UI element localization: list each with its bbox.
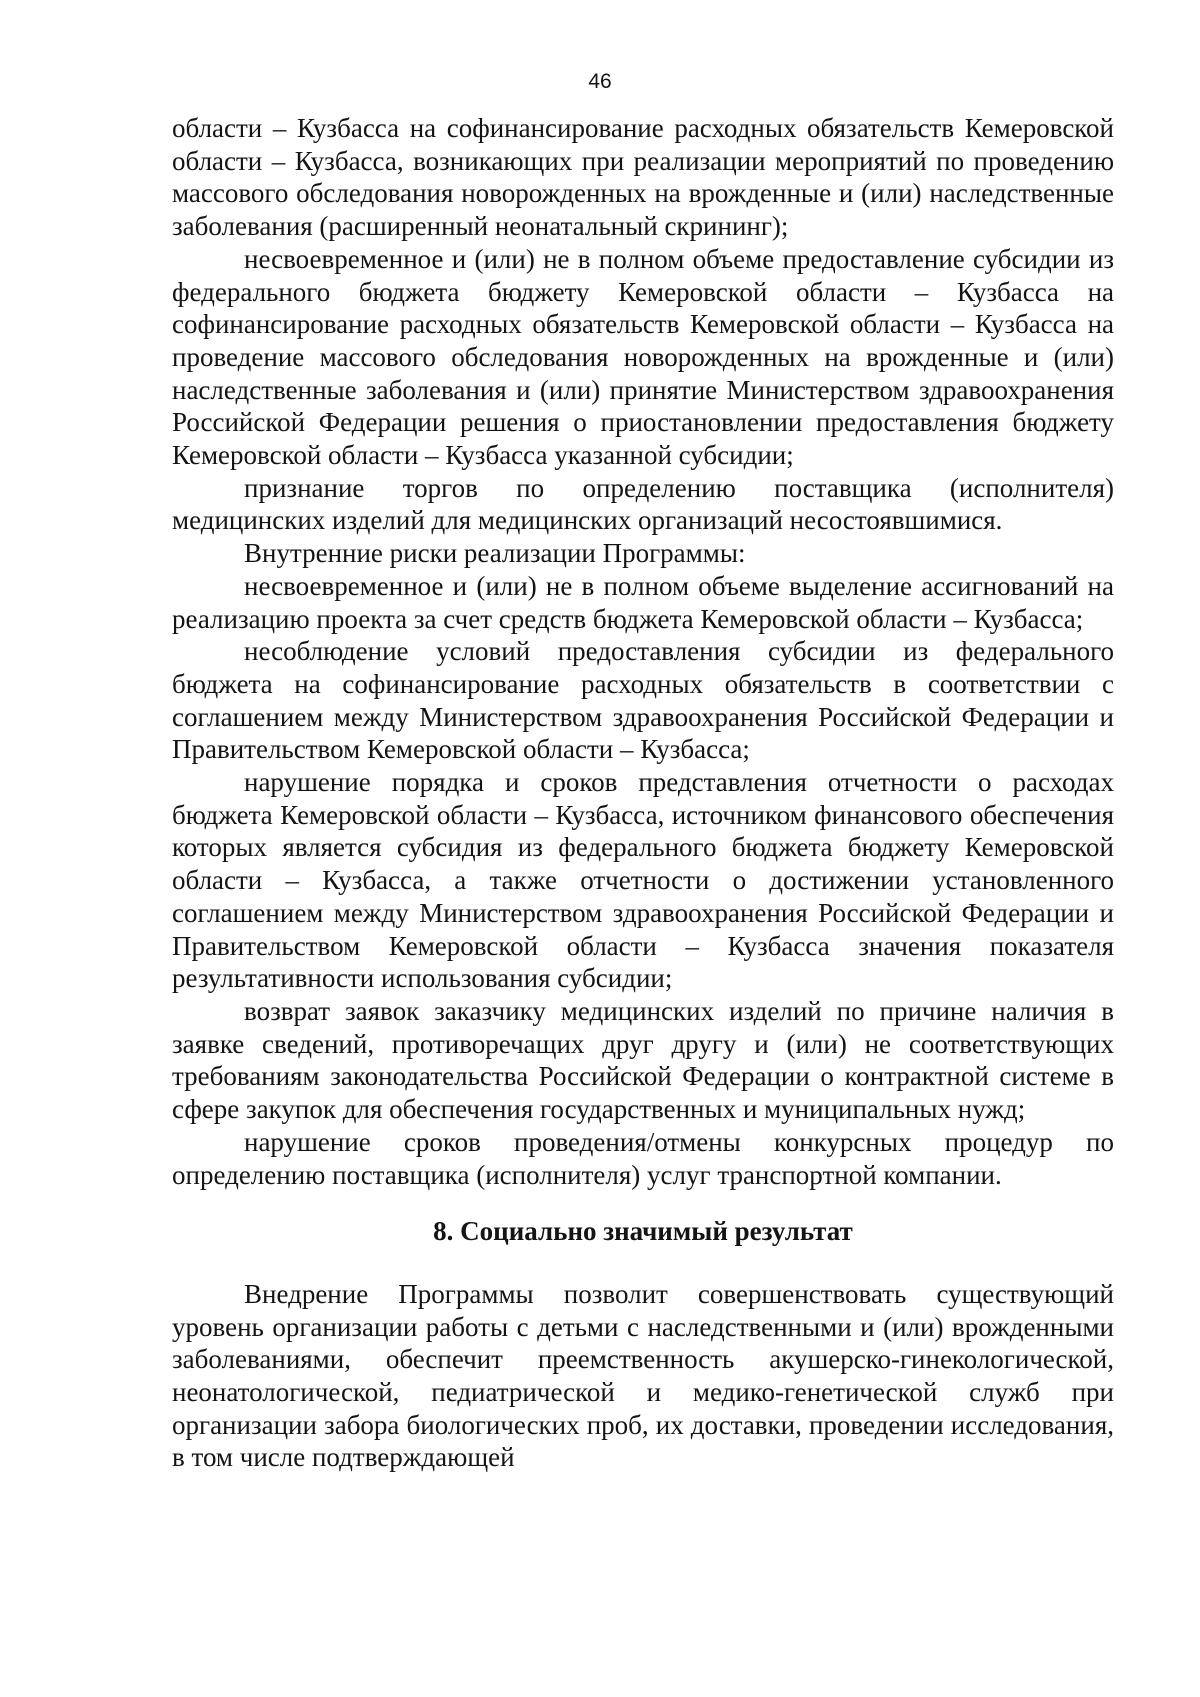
paragraph-3: признание торгов по определению поставщика (исполнителя) медицинских изделий для медицинских организаций несостоявшимися. [172,472,1114,536]
paragraph-1: области – Кузбасса на софинансирование расходных обязательств Кемеровской области – Кузбасса, возникающих при реализации мероприятий по проведению массового обследования новорожденных на врожденные и (или) наследственные заболевания (расширенный неонатальный скрининг); [172,113,1114,242]
document-body [172,112,1114,1474]
paragraph-6: несоблюдение условий предоставления субсидии из федерального бюджета на софинансирование расходных обязательств в соответствии с соглашением между Министерством здравоохранения Российской Федерации и Правительством Кемеровской области – Кузбасса; [172,636,1114,765]
paragraph-4: Внутренние риски реализации Программы: [244,538,746,569]
paragraph-8: возврат заявок заказчику медицинских изделий по причине наличия в заявке сведений, противоречащих друг другу и (или) не соответствующих требованиям законодательства Российской Федерации о контрактной системе в сфере закупок для обеспечения государственных и муниципальных нужд; [172,995,1114,1125]
paragraph-7: нарушение порядка и сроков представления отчетности о расходах бюджета Кемеровской области – Кузбасса, источником финансового обеспечения которых является субсидия из федерального бюджета бюджету Кемеровской области – Кузбасса, а также отчетности о достижении установленного соглашением между Министерством здравоохранения Российской Федерации и Правительством Кемеровской области – Кузбасса значения показателя результативности использования субсидии; [172,767,1114,994]
section-heading: 8. Социально значимый результат [433,1216,853,1247]
paragraph-2: несвоевременное и (или) не в полном объеме предоставление субсидии из федерального бюджета бюджету Кемеровской области – Кузбасса на софинансирование расходных обязательств Кемеровской области – Кузбасса на проведение массового обследования новорожденных на врожденные и (или) наследственные заболевания и (или) принятие Министерством здравоохранения Российской Федерации решения о приостановлении предоставления бюджету Кемеровской области – Кузбасса указанной субсидии; [172,243,1114,471]
paragraph-10: Внедрение Программы позволит совершенствовать существующий уровень организации работы с детьми с наследственными и (или) врожденными заболеваниями, обеспечит преемственность акушерско-гинекологической, неонатологической, педиатрической и медико-генетической служб при организации забора биологических проб, их доставки, проведении исследования, в том числе подтверждающей [172,1278,1114,1473]
page-number: 46 [588,70,612,93]
paragraph-5: несвоевременное и (или) не в полном объеме выделение ассигнований на реализацию проекта за счет средств бюджета Кемеровской области – Кузбасса; [172,570,1114,634]
paragraph-9: нарушение сроков проведения/отмены конкурсных процедур по определению поставщика (исполнителя) услуг транспортной компании. [172,1126,1114,1190]
